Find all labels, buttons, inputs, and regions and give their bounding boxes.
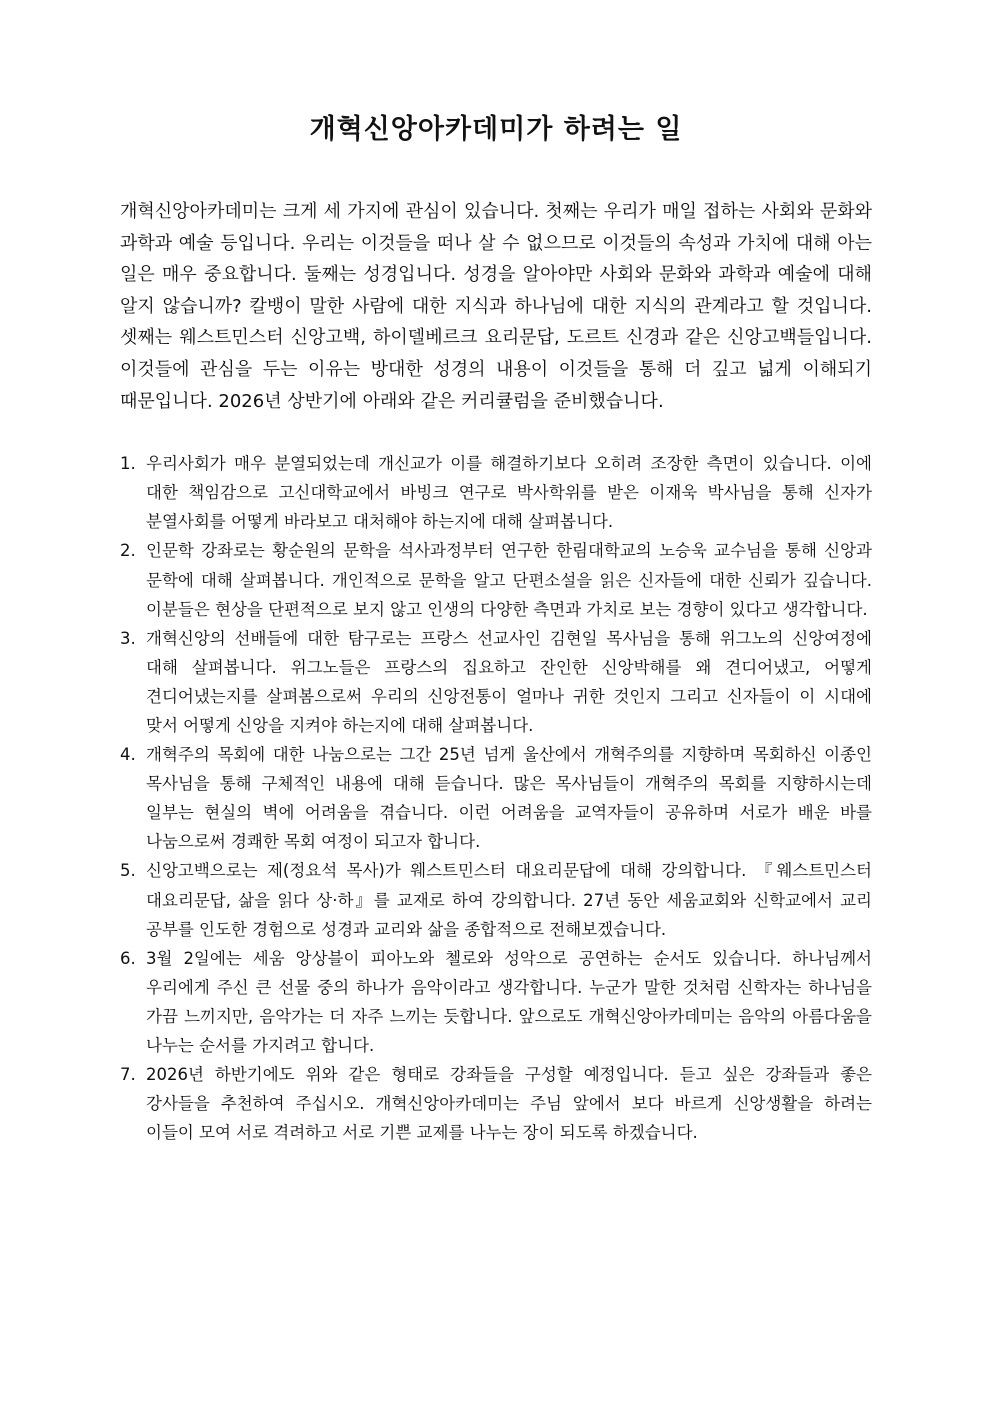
list-item-text: 개혁신앙의 선배들에 대한 탐구로는 프랑스 선교사인 김현일 목사님을 통해 위그노의 신앙여정에 대해 살펴봅니다. 위그노들은 프랑스의 집요하고 잔인한 신앙박해를 왜 견디어냈고, 어떻게 견디어냈는지를 살펴봄으로써 우리의 신앙전통이 얼마나 귀한 것인지 그리고 신자들이 이 시대에 맞서 어떻게 신앙을 지켜야 하는지에 대해 살펴봅니다. [146,628,872,735]
document-title: 개혁신앙아카데미가 하려는 일 [309,114,683,145]
list-item-number: 3. [120,628,136,648]
document-page [120,110,872,1147]
list-item-text: 신앙고백으로는 제(정요석 목사)가 웨스트민스터 대요리문답에 대해 강의합니다. 『웨스트민스터 대요리문답, 삶을 읽다 상·하』를 교재로 하여 강의합니다. 27년 동안 세움교회와 신학교에서 교리 공부를 인도한 경험으로 성경과 교리와 삶을 종합적으로 전해보겠습니다. [146,861,872,939]
list-item [120,1060,872,1147]
list-item-number: 5. [120,861,136,881]
list-item [120,536,872,623]
list-item-text: 우리사회가 매우 분열되었는데 개신교가 이를 해결하기보다 오히려 조장한 측면이 있습니다. 이에 대한 책임감으로 고신대학교에서 바빙크 연구로 박사학위를 받은 이재욱 박사님을 통해 신자가 분열사회를 어떻게 바라보고 대처해야 하는지에 대해 살펴봅니다. [146,454,872,532]
curriculum-list [120,449,872,1147]
list-item [120,944,872,1060]
intro-paragraph: 개혁신앙아카데미는 크게 세 가지에 관심이 있습니다. 첫째는 우리가 매일 접하는 사회와 문화와 과학과 예술 등입니다. 우리는 이것들을 떠나 살 수 없으므로 이것들의 속성과 가치에 대해 아는 일은 매우 중요합니다. 둘째는 성경입니다. 성경을 알아야만 사회와 문화와 과학과 예술에 대해 알지 않습니까? 칼뱅이 말한 사람에 대한 지식과 하나님에 대한 지식의 관계라고 할 것입니다. 셋째는 웨스트민스터 신앙고백, 하이델베르크 요리문답, 도르트 신경과 같은 신앙고백들입니다. 이것들에 관심을 두는 이유는 방대한 성경의 내용이 이것들을 통해 더 깊고 넓게 이해되기 때문입니다. 2026년 상반기에 아래와 같은 커리큘럼을 준비했습니다. [120,201,872,412]
list-item-text: 개혁주의 목회에 대한 나눔으로는 그간 25년 넘게 울산에서 개혁주의를 지향하며 목회하신 이종인 목사님을 통해 구체적인 내용에 대해 듣습니다. 많은 목사님들이 개혁주의 목회를 지향하시는데 일부는 현실의 벽에 어려움을 겪습니다. 이런 어려움을 교역자들이 공유하며 서로가 배운 바를 나눔으로써 경쾌한 목회 여정이 되고자 합니다. [146,745,872,852]
list-item-text: 인문학 강좌로는 황순원의 문학을 석사과정부터 연구한 한림대학교의 노승욱 교수님을 통해 신앙과 문학에 대해 살펴봅니다. 개인적으로 문학을 알고 단편소설을 읽은 신자들에 대한 신뢰가 깊습니다. 이분들은 현상을 단편적으로 보지 않고 인생의 다양한 측면과 가치로 보는 경향이 있다고 생각합니다. [146,541,872,619]
list-item-text: 2026년 하반기에도 위와 같은 형태로 강좌들을 구성할 예정입니다. 듣고 싶은 강좌들과 좋은 강사들을 추천하여 주십시오. 개혁신앙아카데미는 주님 앞에서 보다 바르게 신앙생활을 하려는 이들이 모여 서로 격려하고 서로 기쁜 교제를 나누는 장이 되도록 하겠습니다. [146,1065,872,1143]
list-item [120,449,872,536]
list-item-number: 4. [120,745,136,765]
list-item [120,856,872,943]
list-item [120,624,872,740]
list-item [120,740,872,856]
list-item-number: 7. [120,1065,136,1085]
list-item-text: 3월 2일에는 세움 앙상블이 피아노와 첼로와 성악으로 공연하는 순서도 있습니다. 하나님께서 우리에게 주신 큰 선물 중의 하나가 음악이라고 생각합니다. 누군가 말한 것처럼 신학자는 하나님을 가끔 느끼지만, 음악가는 더 자주 느끼는 듯합니다. 앞으로도 개혁신앙아카데미는 음악의 아름다움을 나누는 순서를 가지려고 합니다. [146,948,872,1056]
list-item-number: 2. [120,541,136,561]
list-item-number: 6. [120,948,136,968]
list-item-number: 1. [120,454,136,474]
